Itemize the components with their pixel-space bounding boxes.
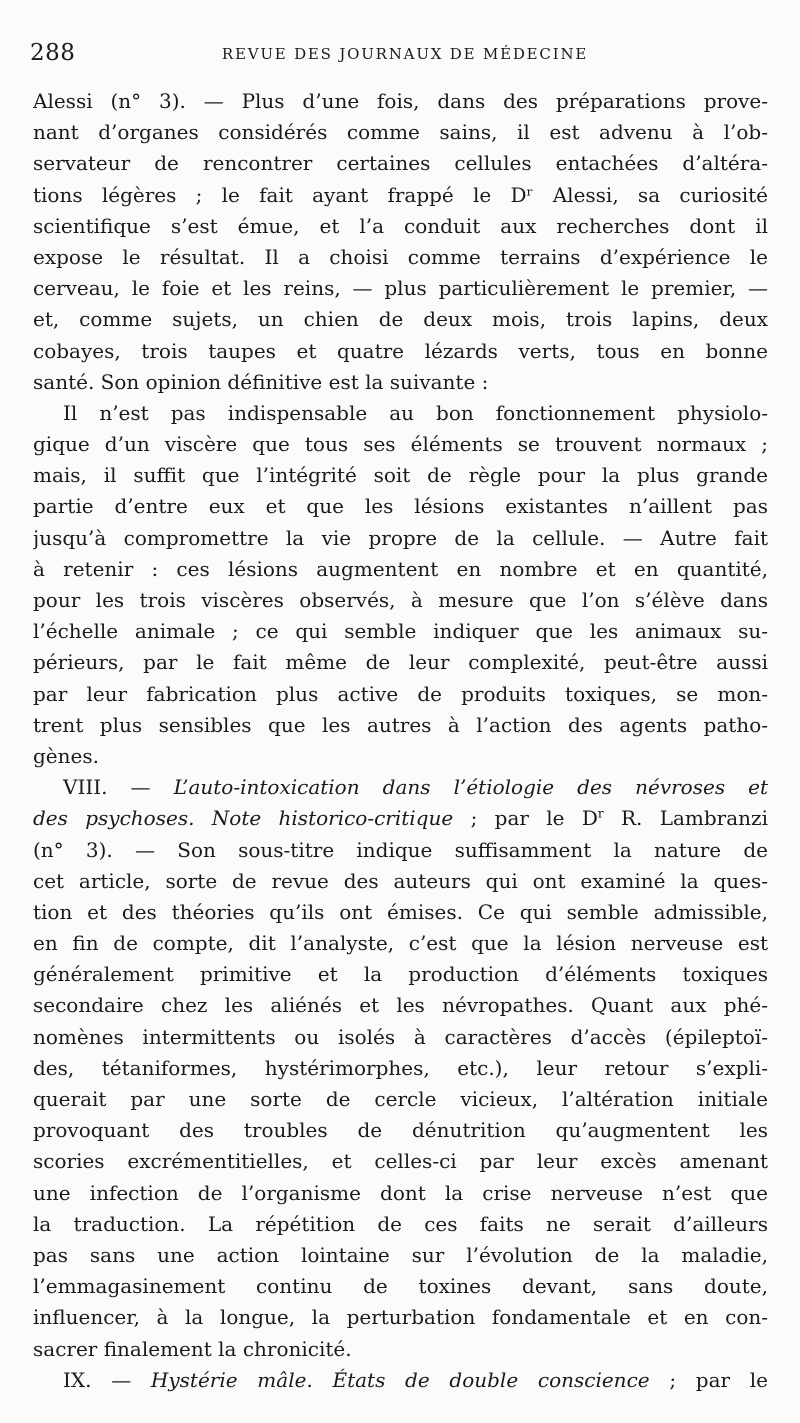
author-name: R. Lambranzi xyxy=(603,806,768,831)
text-line: expose le résultat. Il a choisi comme terrains d’expérience le xyxy=(33,244,768,269)
text-line: tions légères ; le fait ayant frappé le Dʳ Alessi, sa curiosité xyxy=(33,182,768,207)
text-line: secondaire chez les aliénés et les névropathes. Quant aux phé- xyxy=(33,993,768,1018)
section-title-continued: des psychoses. Note historico-critique xyxy=(33,806,454,831)
text-line: en fin de compte, dit l’analyste, c’est que la lésion nerveuse est xyxy=(33,931,768,956)
text-line: gènes. xyxy=(33,743,99,768)
text-line: mais, il suffit que l’intégrité soit de règle pour la plus grande xyxy=(33,463,768,488)
text-line: Alessi (n° 3). — Plus d’une fois, dans des préparations prove- xyxy=(33,89,768,113)
text-line: (n° 3). — Son sous-titre indique suffisamment la nature de xyxy=(33,837,768,862)
text-line: partie d’entre eux et que les lésions existantes n’aillent pas xyxy=(33,494,768,519)
text-line: querait par une sorte de cercle vicieux, l’altération initiale xyxy=(33,1087,768,1111)
text-line: trent plus sensibles que les autres à l’action des agents patho- xyxy=(33,712,768,737)
author-title-superscript: r xyxy=(597,806,604,821)
text-line: l’échelle animale ; ce qui semble indiquer que les animaux su- xyxy=(33,619,768,644)
text-line: cerveau, le foie et les reins, — plus particulièrement le premier, — xyxy=(33,276,768,301)
text-line: cet article, sorte de revue des auteurs qui ont examiné la ques- xyxy=(33,868,768,893)
body-text xyxy=(33,86,768,1396)
text-line: sacrer finalement la chronicité. xyxy=(33,1336,352,1361)
section-heading-ix xyxy=(33,1365,768,1396)
text-line: des, tétaniformes, hystérimorphes, etc.), leur retour s’expli- xyxy=(33,1055,768,1080)
text-line: la traduction. La répétition de ces faits ne serait d’ailleurs xyxy=(33,1211,768,1236)
text-line: périeurs, par le fait même de leur complexité, peut-être aussi xyxy=(33,650,768,675)
text-line: et, comme sujets, un chien de deux mois, trois lapins, deux xyxy=(33,307,768,332)
text-line: scientifique s’est émue, et l’a conduit aux recherches dont il xyxy=(33,213,768,238)
text-line: gique d’un viscère que tous ses éléments se trouvent normaux ; xyxy=(33,432,768,457)
text-line: jusqu’à compromettre la vie propre de la cellule. — Autre fait xyxy=(33,525,768,550)
section-heading-viii-continued xyxy=(33,803,768,834)
text-line: par leur fabrication plus active de produits toxiques, se mon- xyxy=(33,681,768,706)
text-line: l’emmagasinement continu de toxines devant, sans doute, xyxy=(33,1274,768,1299)
section-numeral: VIII. — xyxy=(63,775,174,800)
text-line: nomènes intermittents ou isolés à caractères d’accès (épileptoï- xyxy=(33,1024,768,1049)
author-prefix: ; par le xyxy=(649,1367,768,1392)
text-line: servateur de rencontrer certaines cellules entachées d’altéra- xyxy=(33,151,768,176)
text-line: nant d’organes considérés comme sains, il est advenu à l’ob- xyxy=(33,120,768,145)
text-line: généralement primitive et la production d’éléments toxiques xyxy=(33,962,768,987)
text-line: pour les trois viscères observés, à mesure que l’on s’élève dans xyxy=(33,588,768,612)
section-numeral: IX. — xyxy=(63,1367,151,1392)
author-prefix: ; par le D xyxy=(453,806,598,831)
text-line: tion et des théories qu’ils ont émises. Ce qui semble admissible, xyxy=(33,899,768,924)
section-heading-viii xyxy=(33,772,768,803)
text-line: influencer, à la longue, la perturbation fondamentale et en con- xyxy=(33,1305,768,1330)
running-title: REVUE DES JOURNAUX DE MÉDECINE xyxy=(221,45,589,63)
text-line: scories excrémentitielles, et celles-ci par leur excès amenant xyxy=(33,1149,768,1174)
paragraph-first-line: Il n’est pas indispensable au bon fonctionnement physiolo- xyxy=(63,400,768,425)
text-line: une infection de l’organisme dont la crise nerveuse n’est que xyxy=(33,1180,768,1205)
text-line: à retenir : ces lésions augmentent en nombre et en quantité, xyxy=(33,556,768,581)
section-title: Hystérie mâle. États de double conscience xyxy=(150,1367,650,1392)
text-line: pas sans une action lointaine sur l’évolution de la maladie, xyxy=(33,1242,768,1267)
text-line: cobayes, trois taupes et quatre lézards verts, tous en bonne xyxy=(33,338,768,363)
text-line: santé. Son opinion définitive est la suivante : xyxy=(33,369,489,394)
section-title: L’auto-intoxication dans l’étiologie des névroses et xyxy=(173,775,768,800)
running-head xyxy=(30,40,750,70)
text-line: provoquant des troubles de dénutrition qu’augmentent les xyxy=(33,1118,768,1143)
page-number: 288 xyxy=(30,40,76,66)
